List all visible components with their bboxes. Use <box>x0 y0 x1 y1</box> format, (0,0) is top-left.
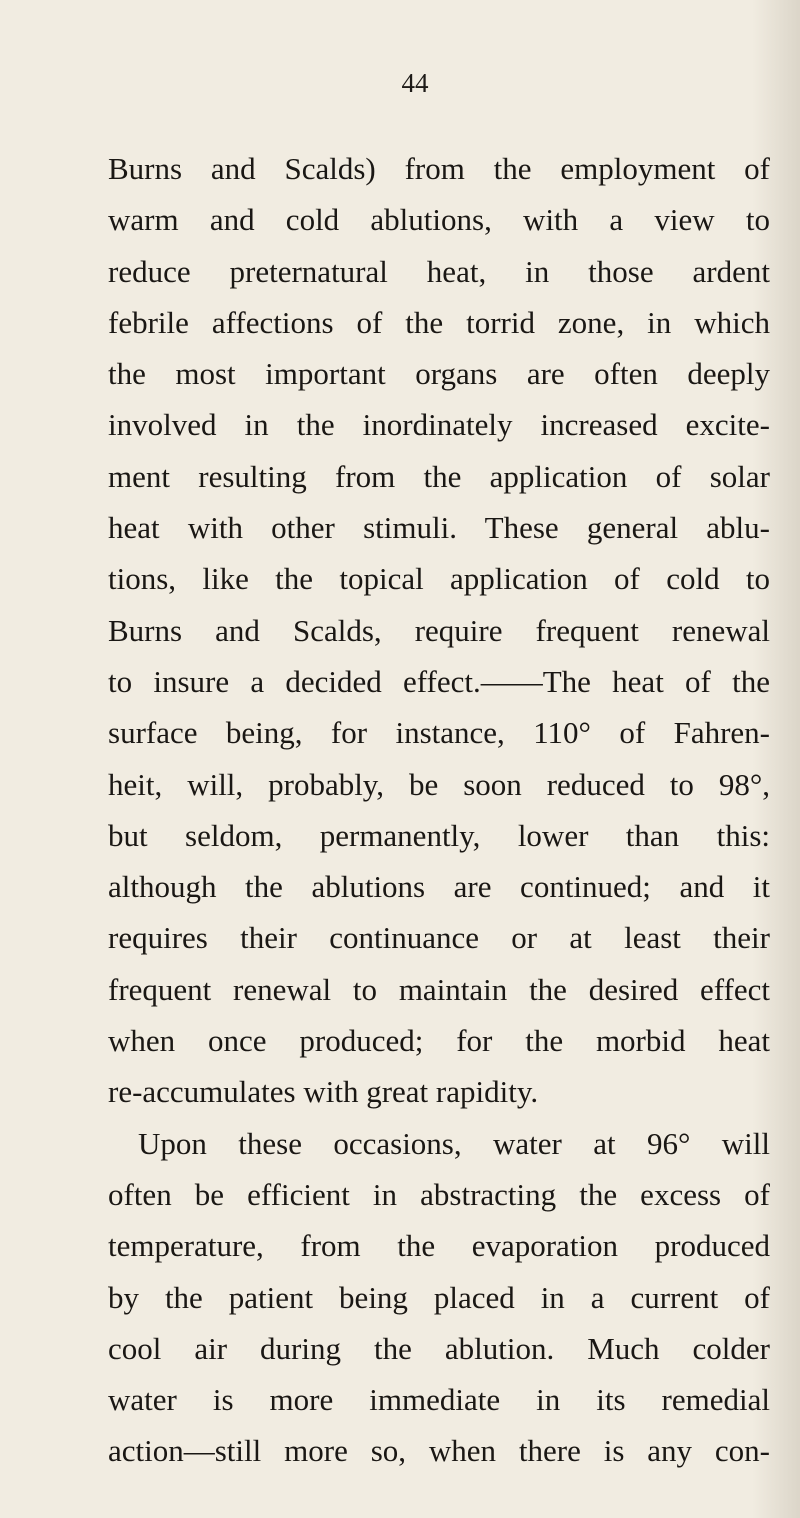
text-line: reduce preternatural heat, in those ardent <box>108 253 770 289</box>
text-line: by the patient being placed in a current of <box>108 1279 770 1315</box>
text-line: febrile affections of the torrid zone, in which <box>108 304 770 340</box>
text-line: ment resulting from the application of solar <box>108 458 770 494</box>
text-line: to insure a decided effect.——The heat of the <box>108 663 770 699</box>
text-line: heat with other stimuli. These general ablu- <box>108 510 770 546</box>
text-line: heit, will, probably, be soon reduced to 98°, <box>108 766 770 802</box>
paragraph-end-line: re-accumulates with great rapidity. <box>108 1074 539 1110</box>
text-line: temperature, from the evaporation produced <box>108 1228 770 1264</box>
text-line: when once produced; for the morbid heat <box>108 1023 770 1059</box>
page-number: 44 <box>401 68 429 98</box>
text-line: involved in the inordinately increased excite- <box>108 407 770 443</box>
text-line: action—still more so, when there is any con- <box>108 1433 770 1469</box>
text-line: warm and cold ablutions, with a view to <box>108 202 770 238</box>
body-text <box>108 143 770 1477</box>
text-line: requires their continuance or at least their <box>108 920 770 956</box>
text-line: Burns and Scalds, require frequent renewal <box>108 612 770 648</box>
text-line: tions, like the topical application of cold to <box>108 561 770 597</box>
text-line: water is more immediate in its remedial <box>108 1382 770 1418</box>
text-line: the most important organs are often deeply <box>108 356 770 392</box>
text-line: surface being, for instance, 110° of Fahren- <box>108 715 770 751</box>
text-line: although the ablutions are continued; and it <box>108 869 770 905</box>
text-line: but seldom, permanently, lower than this: <box>108 817 770 853</box>
text-line: frequent renewal to maintain the desired effect <box>108 971 770 1007</box>
paragraph-start-line: Upon these occasions, water at 96° will <box>138 1125 770 1161</box>
text-line: Burns and Scalds) from the employment of <box>108 151 770 186</box>
text-line: often be efficient in abstracting the excess of <box>108 1176 770 1212</box>
text-line: cool air during the ablution. Much colder <box>108 1330 770 1366</box>
